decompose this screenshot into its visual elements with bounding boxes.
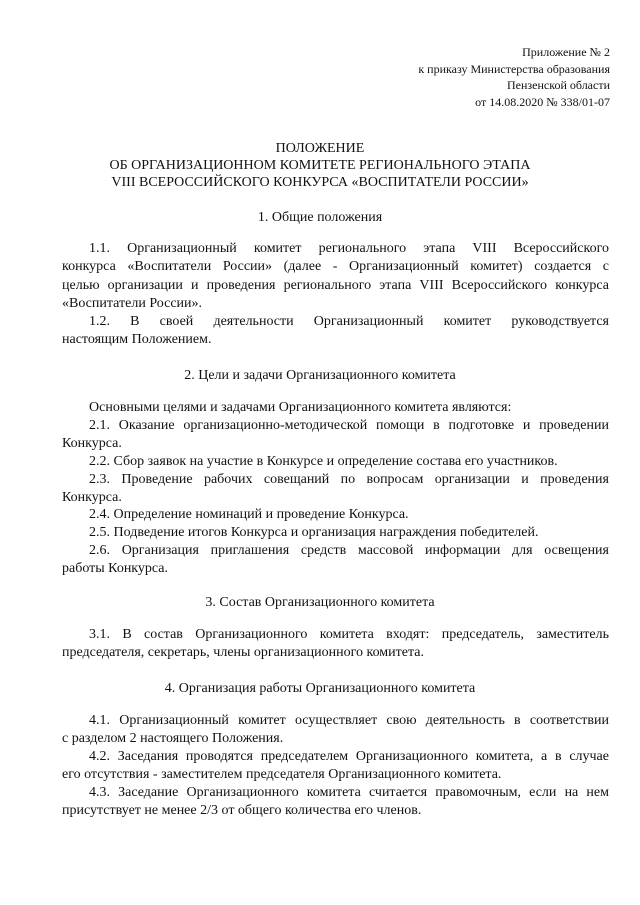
paragraph-line: 2.3. Проведение рабочих совещаний по вопросам организации и проведения <box>89 472 609 487</box>
paragraph-line: 2.5. Подведение итогов Конкурса и организация награждения победителей. <box>89 525 539 540</box>
section-1-title: 1. Общие положения <box>257 210 383 225</box>
paragraph-3-1 <box>62 626 609 663</box>
paragraph-4-1 <box>62 712 609 749</box>
document-title <box>0 140 640 191</box>
order-date-number: от 14.08.2020 № 338/01-07 <box>475 94 610 109</box>
paragraph-1-1 <box>62 240 609 313</box>
region-name: Пензенской области <box>507 78 610 92</box>
section-4-title: 4. Организация работы Организационного комитета <box>164 681 476 696</box>
paragraph-line: 3.1. В состав Организационного комитета входят: председатель, заместитель <box>89 627 609 642</box>
paragraph-4-2 <box>62 748 609 785</box>
paragraph-2-6 <box>62 542 609 579</box>
paragraph-line: Основными целями и задачами Организационного комитета являются: <box>89 400 512 415</box>
paragraph-line: 4.3. Заседание Организационного комитета считается правомочным, если на нем <box>89 785 609 800</box>
paragraph-2-2 <box>62 453 609 471</box>
paragraph-line: целью организации и проведения регионального этапа VIII Всероссийского конкурса <box>62 277 609 293</box>
paragraph-line: конкурса «Воспитатели России» (далее - Организационный комитет) создается с <box>62 259 609 275</box>
section-3-title: 3. Состав Организационного комитета <box>205 595 435 610</box>
paragraph-2-4 <box>62 506 609 524</box>
paragraph-line: 4.2. Заседания проводятся председателем Организационного комитета, а в случае <box>89 749 609 764</box>
paragraph-2-5 <box>62 524 609 542</box>
attachment-header <box>418 44 610 110</box>
paragraph-line: присутствует не менее 2/3 от общего количества его членов. <box>62 803 422 819</box>
paragraph-line: работы Конкурса. <box>62 561 169 577</box>
paragraph-line: 4.1. Организационный комитет осуществляет свою деятельность в соответствии <box>89 713 609 728</box>
paragraph-line: 1.2. В своей деятельности Организационный комитет руководствуется <box>89 314 609 329</box>
title-line-2: ОБ ОРГАНИЗАЦИОННОМ КОМИТЕТЕ РЕГИОНАЛЬНОГО ЭТАПА <box>109 158 531 173</box>
paragraph-1-2 <box>62 313 609 350</box>
title-line-1: ПОЛОЖЕНИЕ <box>275 141 365 156</box>
paragraph-2-1 <box>62 417 609 454</box>
paragraph-line: 1.1. Организационный комитет регионального этапа VIII Всероссийского <box>89 241 609 256</box>
paragraph-line: Конкурса. <box>62 490 122 506</box>
paragraph-line: 2.2. Сбор заявок на участие в Конкурсе и определение состава его участников. <box>89 454 558 469</box>
paragraph-line: председателя, секретарь, члены организационного комитета. <box>62 645 424 661</box>
section-2-title: 2. Цели и задачи Организационного комитета <box>184 368 456 383</box>
paragraph-2-intro <box>62 399 609 417</box>
paragraph-line: 2.6. Организация приглашения средств массовой информации для освещения <box>89 543 609 558</box>
paragraph-4-3 <box>62 784 609 821</box>
paragraph-2-3 <box>62 471 609 508</box>
paragraph-line: «Воспитатели России». <box>62 295 203 311</box>
paragraph-line: с разделом 2 настоящего Положения. <box>62 731 284 747</box>
paragraph-line: Конкурса. <box>62 436 122 452</box>
attachment-number: Приложение № 2 <box>522 45 610 59</box>
paragraph-line: 2.1. Оказание организационно-методической помощи в подготовке и проведении <box>89 418 609 433</box>
paragraph-line: его отсутствия - заместителем председателя Организационного комитета. <box>62 767 502 783</box>
order-reference: к приказу Министерства образования <box>418 61 610 76</box>
paragraph-line: настоящим Положением. <box>62 332 212 348</box>
paragraph-line: 2.4. Определение номинаций и проведение Конкурса. <box>89 507 409 522</box>
title-line-3: VIII ВСЕРОССИЙСКОГО КОНКУРСА «ВОСПИТАТЕЛИ РОССИИ» <box>111 175 529 190</box>
